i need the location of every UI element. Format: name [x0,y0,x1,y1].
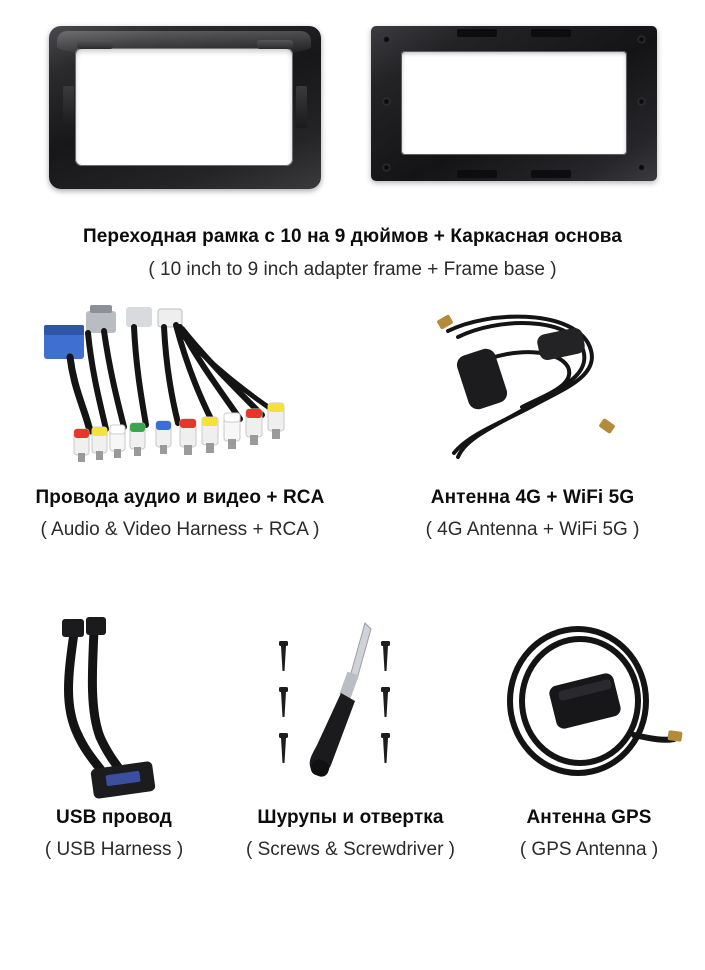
cell-screws-screwdriver [228,612,473,902]
screw-hole [638,36,645,43]
antenna-caption-en: ( 4G Antenna + WiFi 5G ) [425,518,640,540]
cell-gps-antenna [473,612,705,902]
gps-puck [548,671,623,730]
screws-caption-ru: Шурупы и отвертка [257,807,444,828]
section-harness-antenna [0,300,705,580]
screw-hole [383,36,390,43]
frame-tab-right [296,86,307,128]
frame-notch [531,170,571,178]
cell-audio-video-harness [0,300,360,580]
screw-hole [383,98,390,105]
screws-screwdriver-image [261,612,441,802]
frame-kit-caption-en: ( 10 inch to 9 inch adapter frame + Frame base ) [148,258,557,280]
screwdriver [308,623,370,779]
frame-notch [531,29,571,37]
usb-harness-image [34,612,194,802]
screw-hole [383,164,390,171]
frame-notch [457,29,497,37]
adapter-frame-image [49,26,321,189]
screw-hole [638,164,645,171]
section-usb-screws-gps [0,612,705,902]
screws-illustration [261,615,441,800]
frame-base-image [371,26,657,181]
screws-caption-en: ( Screws & Screwdriver ) [245,838,456,860]
frame-tab-top-left [77,40,113,49]
usb-plug [62,619,84,637]
frame-notch [457,170,497,178]
harness-caption-en: ( Audio & Video Harness + RCA ) [40,518,320,540]
audio-video-harness-image [30,300,330,480]
harness-illustration [30,303,330,478]
frame-tab-top-right [257,40,293,49]
usb-plug [86,617,106,635]
gps-caption-ru: Антенна GPS [526,807,652,828]
gps-connector [667,730,682,742]
cell-usb-harness [0,612,228,902]
gps-caption-en: ( GPS Antenna ) [519,838,659,860]
frame-kit-images [0,26,705,201]
antenna-pad [454,326,586,411]
section-frame-kit [0,0,705,280]
rca-plugs [74,403,284,462]
usb-caption-ru: USB провод [56,807,172,828]
usb-caption-en: ( USB Harness ) [44,838,184,860]
antenna-illustration [418,303,648,478]
frame-kit-caption-ru: Переходная рамка с 10 на 9 дюймов + Каркасная основа [82,226,623,247]
screw-hole [638,98,645,105]
frame-kit-captions [0,225,705,282]
gps-antenna-image [494,612,684,802]
antenna-4g-wifi-image [418,300,648,480]
frame-tab-left [63,86,74,128]
usb-illustration [34,615,194,800]
gps-illustration [494,615,684,800]
cell-4g-wifi-antenna [360,300,705,580]
harness-caption-ru: Провода аудио и видео + RCA [35,487,325,508]
antenna-caption-ru: Антенна 4G + WiFi 5G [430,487,635,508]
